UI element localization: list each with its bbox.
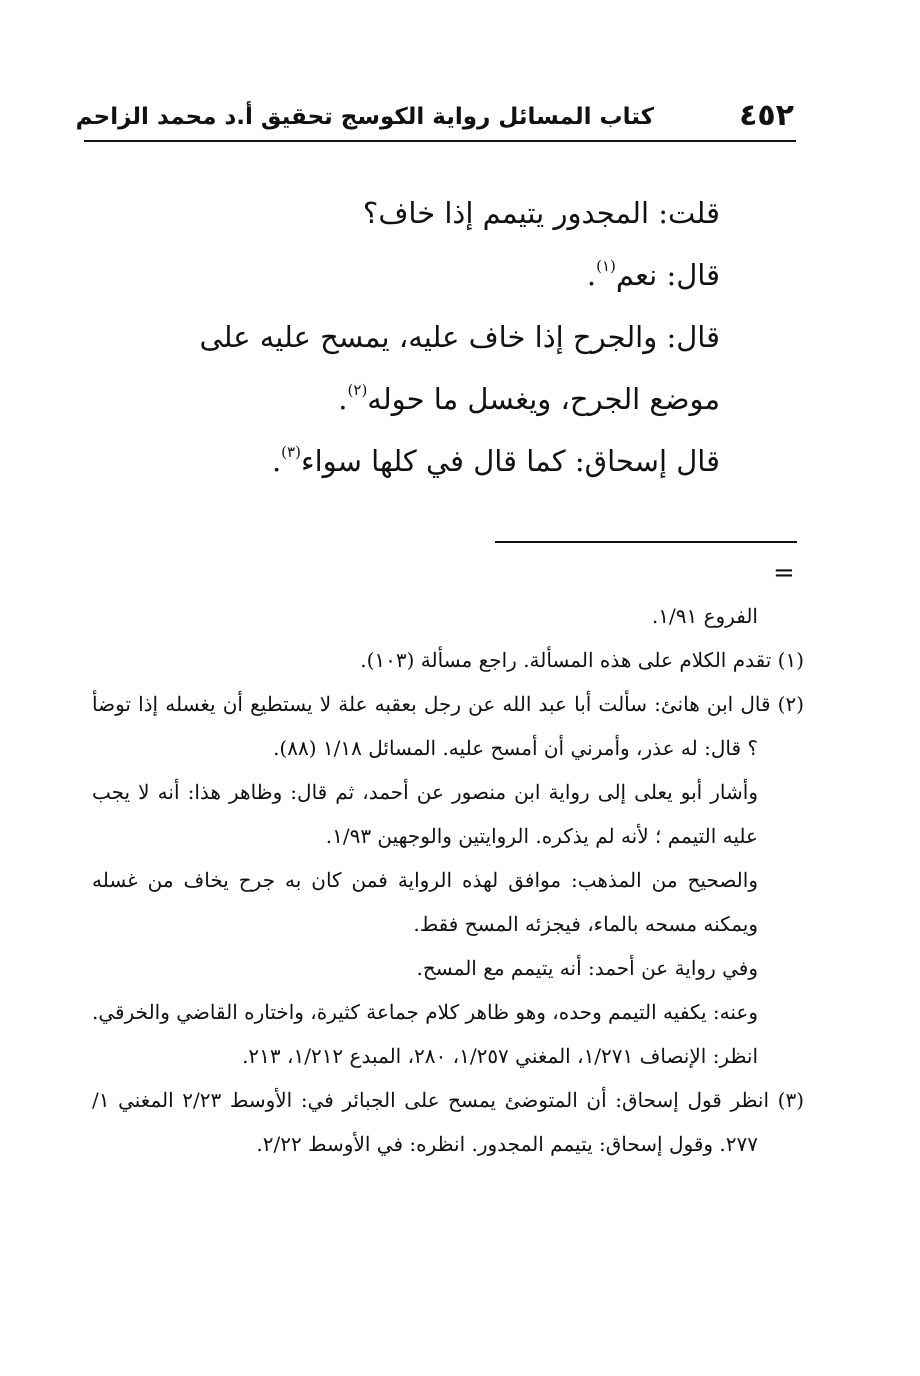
- page-header: [75, 92, 796, 142]
- continuation-mark: =: [773, 558, 795, 588]
- footnote-line: انظر: الإنصاف ١/٢٧١، المغني ١/٢٥٧، ٢٨٠، المبدع ١/٢١٢، ٢١٣.: [242, 1044, 758, 1068]
- line-punct: .: [338, 382, 348, 416]
- running-title: كتاب المسائل رواية الكوسج تحقيق أ.د محمد الزاحم: [75, 104, 654, 130]
- footnote-line: وفي رواية عن أحمد: أنه يتيمم مع المسح.: [416, 956, 758, 980]
- line-text: قال إسحاق: كما قال في كلها سواء: [300, 444, 720, 478]
- footnote-item: (٣) انظر قول إسحاق: أن المتوضئ يمسح على الجبائر في: الأوسط ٢/٢٣ المغني ١/ ٢٧٧. وقول إسحاق: يتيمم المجدور. انظره: في الأوسط ٢/٢٢.: [92, 1088, 804, 1156]
- footnote-line: وأشار أبو يعلى إلى رواية ابن منصور عن أحمد، ثم قال: وظاهر هذا: أنه لا يجب عليه التيمم ؛ لأنه لم يذكره. الروايتين والوجهين ١/٩٣.: [92, 780, 759, 848]
- text-line: [130, 430, 720, 492]
- footnote-item: (٢) قال ابن هانئ: سألت أبا عبد الله عن رجل بعقبه علة لا يستطيع أن يغسله إذا توضأ ؟ قال: له عذر، وأمرني أن أمسح عليه. المسائل ١/١٨ (٨٨).: [92, 692, 804, 760]
- footnote-line: والصحيح من المذهب: موافق لهذه الرواية فمن كان به جرح يخاف من غسله ويمكنه مسحه بالماء، فيجزئه المسح فقط.: [92, 868, 758, 936]
- line-text: قال: والجرح إذا خاف عليه، يمسح عليه على موضع الجرح، ويغسل ما حوله: [199, 320, 720, 416]
- footnote-ref: (٢): [347, 381, 368, 399]
- line-punct: .: [586, 258, 597, 292]
- text-line: [130, 306, 720, 430]
- line-punct: .: [271, 444, 282, 478]
- line-text: قال: نعم: [615, 258, 720, 292]
- main-text: [130, 182, 720, 492]
- footnote-line: وعنه: يكفيه التيمم وحده، وهو ظاهر كلام جماعة كثيرة، واختاره القاضي والخرقي.: [92, 1000, 758, 1024]
- footnote-item: (١) تقدم الكلام على هذه المسألة. راجع مسألة (١٠٣).: [360, 648, 804, 672]
- footnote-ref: (٣): [281, 443, 301, 461]
- text-line: [130, 244, 720, 306]
- page-number: ٤٥٢: [739, 98, 794, 133]
- text-line: [130, 182, 720, 244]
- footnotes: [92, 594, 804, 1166]
- line-text: قلت: المجدور يتيمم إذا خاف؟: [362, 196, 720, 230]
- footnote-line: الفروع ١/٩١.: [651, 604, 758, 628]
- footnote-separator: [495, 541, 797, 543]
- footnote-ref: (١): [596, 257, 616, 275]
